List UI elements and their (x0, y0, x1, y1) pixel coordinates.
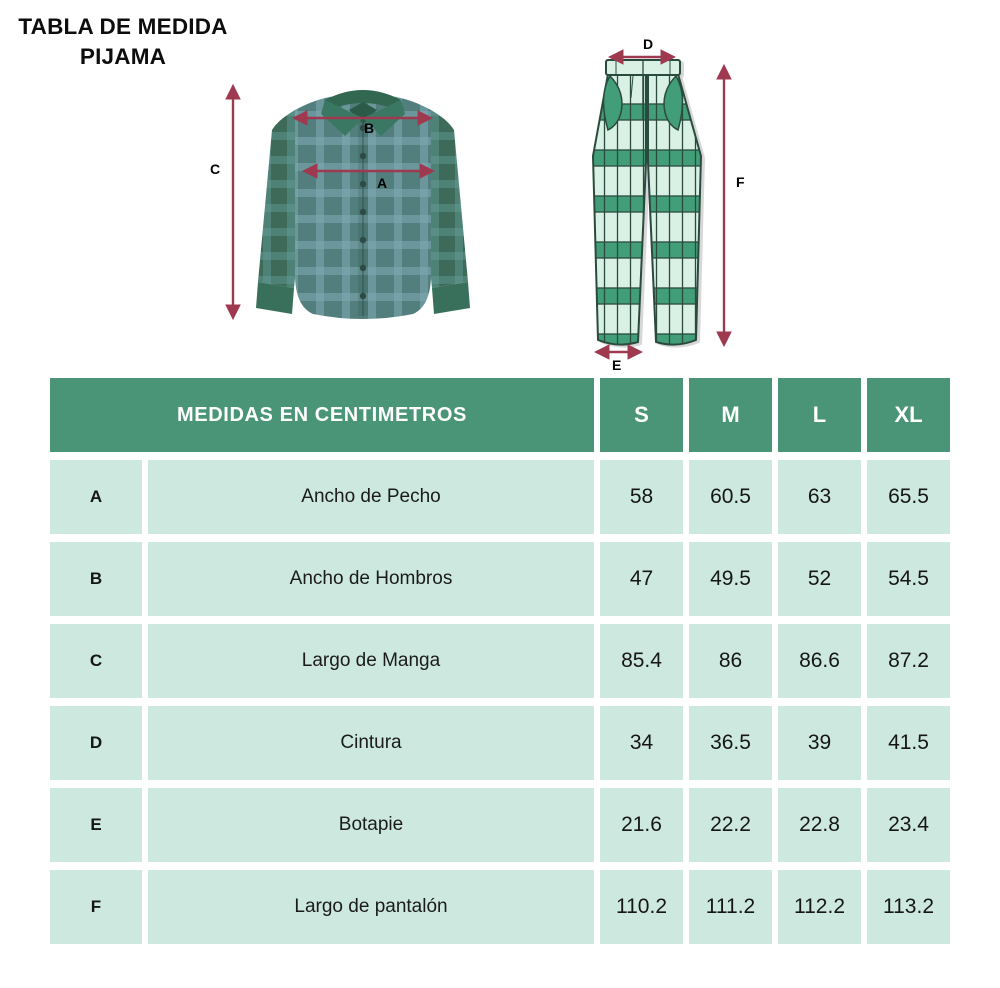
value-cell-l: 112.2 (778, 870, 861, 944)
pajama-shirt-illustration (255, 76, 490, 331)
value-cell-m: 60.5 (689, 460, 772, 534)
row-key-cell: E (50, 788, 142, 862)
table-row (50, 870, 950, 944)
row-name-cell: Ancho de Pecho (148, 460, 594, 534)
row-key-cell: F (50, 870, 142, 944)
table-row (50, 460, 950, 534)
marker-label-f: F (736, 174, 745, 190)
value-cell-xl: 113.2 (867, 870, 950, 944)
table-row (50, 788, 950, 862)
table-row (50, 542, 950, 616)
page-title (14, 12, 232, 73)
value-cell-xl: 54.5 (867, 542, 950, 616)
value-cell-s: 47 (600, 542, 683, 616)
pajama-pants-illustration (585, 56, 720, 356)
value-cell-s: 21.6 (600, 788, 683, 862)
value-cell-s: 34 (600, 706, 683, 780)
value-cell-xl: 65.5 (867, 460, 950, 534)
row-name-cell: Ancho de Hombros (148, 542, 594, 616)
size-col-m: M (689, 378, 772, 452)
marker-label-a: A (377, 175, 388, 191)
marker-label-d: D (643, 36, 654, 52)
marker-label-b: B (364, 120, 375, 136)
size-col-xl: XL (867, 378, 950, 452)
row-key-cell: D (50, 706, 142, 780)
value-cell-xl: 87.2 (867, 624, 950, 698)
row-name-cell: Largo de pantalón (148, 870, 594, 944)
value-cell-m: 86 (689, 624, 772, 698)
value-cell-m: 22.2 (689, 788, 772, 862)
table-row (50, 706, 950, 780)
value-cell-l: 39 (778, 706, 861, 780)
value-cell-xl: 41.5 (867, 706, 950, 780)
size-col-l: L (778, 378, 861, 452)
value-cell-m: 111.2 (689, 870, 772, 944)
row-key-cell: C (50, 624, 142, 698)
value-cell-xl: 23.4 (867, 788, 950, 862)
marker-label-c: C (210, 161, 221, 177)
value-cell-m: 49.5 (689, 542, 772, 616)
row-name-cell: Cintura (148, 706, 594, 780)
table-header-title: MEDIDAS EN CENTIMETROS (50, 378, 594, 452)
page-title-line1: TABLA DE MEDIDA (18, 14, 228, 39)
marker-label-e: E (612, 357, 622, 373)
table-header-row (50, 378, 950, 452)
row-key-cell: B (50, 542, 142, 616)
size-table (50, 378, 950, 944)
row-name-cell: Largo de Manga (148, 624, 594, 698)
value-cell-l: 86.6 (778, 624, 861, 698)
value-cell-s: 85.4 (600, 624, 683, 698)
value-cell-s: 58 (600, 460, 683, 534)
value-cell-l: 52 (778, 542, 861, 616)
row-key-cell: A (50, 460, 142, 534)
value-cell-s: 110.2 (600, 870, 683, 944)
row-name-cell: Botapie (148, 788, 594, 862)
size-col-s: S (600, 378, 683, 452)
value-cell-l: 22.8 (778, 788, 861, 862)
table-row (50, 624, 950, 698)
page-title-line2: PIJAMA (79, 44, 167, 70)
value-cell-m: 36.5 (689, 706, 772, 780)
value-cell-l: 63 (778, 460, 861, 534)
